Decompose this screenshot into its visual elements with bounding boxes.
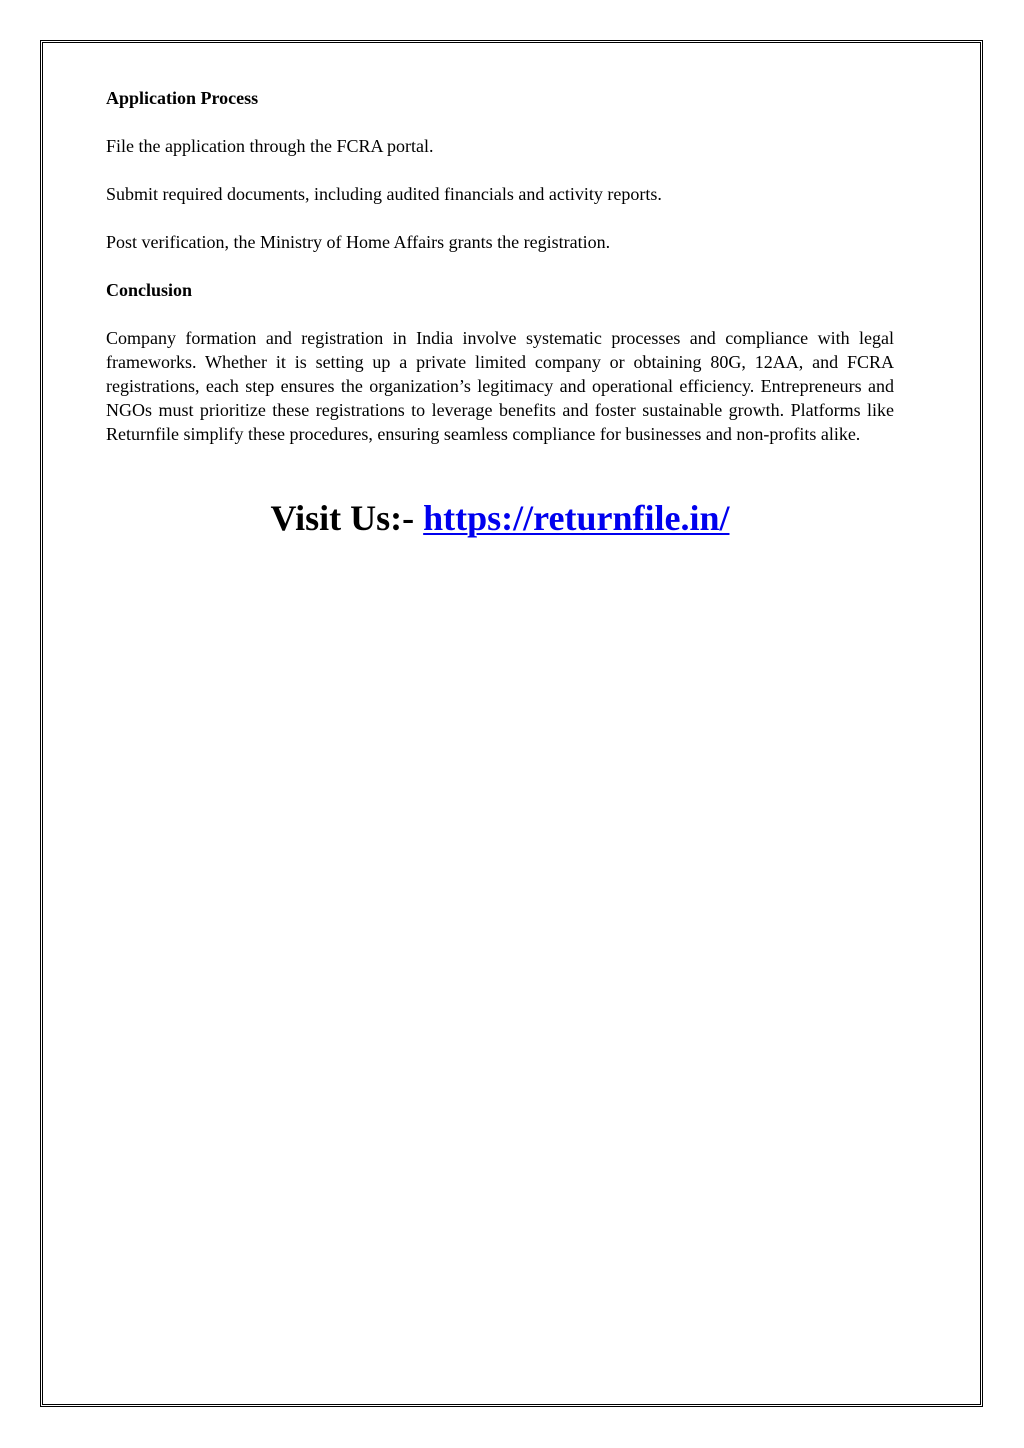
application-process-heading: Application Process: [106, 88, 259, 108]
application-step-3: Post verification, the Ministry of Home Affairs grants the registration.: [106, 232, 611, 252]
visit-us-line: [106, 496, 894, 540]
application-step-2: Submit required documents, including audited financials and activity reports.: [106, 184, 662, 204]
document-content: [106, 86, 894, 540]
website-link[interactable]: https://returnfile.in/: [423, 498, 730, 538]
conclusion-paragraph: Company formation and registration in India involve systematic processes and compliance with legal frameworks. Whether it is setting up a private limited company or obtaining 80G, 12AA, and FCRA registrations, each step ensures the organization’s legitimacy and operational efficiency. Entrepreneurs and NGOs must prioritize these registrations to leverage benefits and foster sustainable growth. Platforms like Returnfile simplify these procedures, ensuring seamless compliance for businesses and non-profits alike.: [106, 328, 894, 444]
visit-us-label: Visit Us:-: [270, 498, 424, 538]
conclusion-heading: Conclusion: [106, 280, 193, 300]
application-step-1: File the application through the FCRA portal.: [106, 136, 434, 156]
